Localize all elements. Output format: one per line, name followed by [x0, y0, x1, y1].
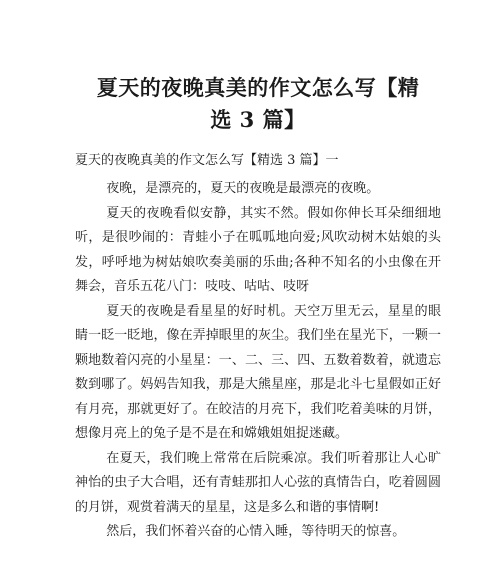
title-spacer — [75, 136, 441, 150]
paragraph-4: 在夏天，我们晚上常常在后院乘凉。我们听着那让人心旷神怡的虫子大合唱，还有青蛙那扣人心弦的真情告白，吃着圆圆的月饼，观赏着满天的星星，这是多么和谐的事情啊! — [75, 450, 441, 515]
paragraph-1: 夜晚，是漂亮的，夏天的夜晚是最漂亮的夜晚。 — [106, 181, 380, 196]
paragraph-2: 夏天的夜晚看似安静，其实不然。假如你伸长耳朵细细地听，是很吵闹的：青蛙小子在呱呱地向爱;风吹动树木姑娘的头发，呼呼地为树姑娘吹奏美丽的乐曲;各种不知名的小虫像在开舞会，音乐五花八门：吱吱、咕咕、吱呀 — [75, 205, 441, 294]
section-heading: 夏天的夜晚真美的作文怎么写【精选 3 篇】一 — [75, 153, 339, 168]
document-title: 夏天的夜晚真美的作文怎么写【精选 3 篇】 — [96, 75, 420, 132]
paragraph-3: 夏天的夜晚是看星星的好时机。天空万里无云，星星的眼睛一眨一眨地，像在弄掉眼里的灰尘。我们坐在星光下，一颗一颗地数着闪亮的小星星：一、二、三、四、五数着数着，就遗忘数到哪了。妈妈告知我，那是大熊星座，那是北斗七星假如正好有月亮，那就更好了。在皎洁的月亮下，我们吃着美味的月饼，想像月亮上的兔子是不是在和嫦娥姐姐捉迷藏。 — [75, 303, 441, 441]
paragraph-5: 然后，我们怀着兴奋的心情入睡，等待明天的惊喜。 — [106, 524, 406, 539]
